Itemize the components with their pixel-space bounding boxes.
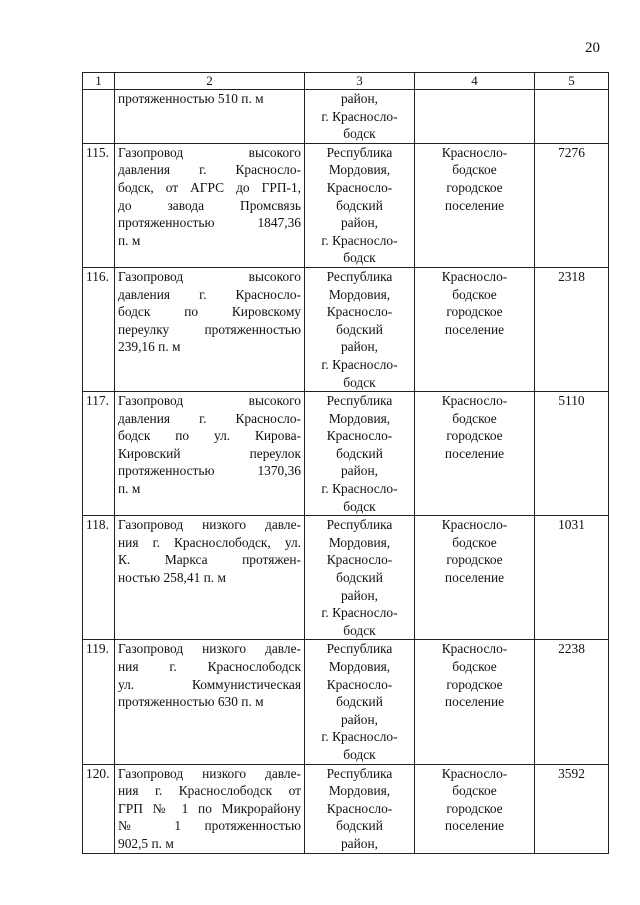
text-line: г. Краснослo- <box>321 481 398 497</box>
text-line: Республика <box>326 393 393 409</box>
location-cell <box>305 90 415 144</box>
header-cell-4: 4 <box>415 73 535 90</box>
text-line: 902,5 п. м <box>118 835 174 851</box>
name-cell <box>115 764 305 853</box>
value-cell: 3592 <box>535 764 609 853</box>
text-line: Республика <box>326 765 393 781</box>
value-cell: 5110 <box>535 392 609 516</box>
text-line: Краснослo- <box>441 393 508 409</box>
num-cell: 119. <box>83 640 115 764</box>
name-cell <box>115 516 305 640</box>
table-row <box>83 143 609 267</box>
location-cell <box>305 143 415 267</box>
text-line: городское <box>446 800 503 816</box>
name-cell <box>115 640 305 764</box>
name-cell <box>115 90 305 144</box>
owner-cell <box>415 143 535 267</box>
text-line: бодское <box>452 162 497 178</box>
text-line: бодск <box>343 250 376 266</box>
text-line: бодск <box>343 498 376 514</box>
text-line: п. м <box>118 481 141 497</box>
value-cell: 2238 <box>535 640 609 764</box>
text-line: бодск <box>343 746 376 762</box>
text-line: городское <box>446 428 503 444</box>
text-line: Газопровод низкого давле- <box>118 641 301 657</box>
name-cell <box>115 267 305 391</box>
page-number: 20 <box>585 40 600 56</box>
text-line: бодский <box>336 197 383 213</box>
text-line: Мордовия, <box>328 534 391 550</box>
text-line: Республика <box>326 517 393 533</box>
text-line: Мордовия, <box>328 783 391 799</box>
text-line: п. м <box>118 232 141 248</box>
name-cell <box>115 392 305 516</box>
text-line: ул. Коммунистическая <box>118 676 301 692</box>
text-line: Газопровод высокого <box>118 268 301 284</box>
header-cell-2: 2 <box>115 73 305 90</box>
num-cell: 118. <box>83 516 115 640</box>
text-line: К. Маркса протяжен- <box>118 552 301 568</box>
text-line: Краснослo- <box>441 517 508 533</box>
location-cell <box>305 267 415 391</box>
text-line: бодск по Кировскому <box>118 304 301 320</box>
text-line: бодск <box>343 126 376 142</box>
text-line: поселение <box>444 197 505 213</box>
text-line: бодск <box>343 374 376 390</box>
text-line: район, <box>340 463 378 479</box>
value-cell <box>535 90 609 144</box>
location-cell <box>305 516 415 640</box>
text-line: г. Краснослo- <box>321 729 398 745</box>
text-line: бодское <box>452 659 497 674</box>
owner-cell <box>415 90 535 144</box>
text-line: поселение <box>444 818 505 834</box>
text-line: ностью 258,41 п. м <box>118 570 226 586</box>
text-line: Мордовия, <box>328 162 391 178</box>
text-line: район, <box>340 711 378 727</box>
text-line: до завода Промсвязь <box>118 197 301 213</box>
text-line: Краснослo- <box>441 268 508 284</box>
owner-cell <box>415 640 535 764</box>
text-line: бодск по ул. Кирова- <box>118 428 301 444</box>
text-line: № 1 протяженностью <box>118 818 301 834</box>
owner-cell <box>415 764 535 853</box>
text-line: протяженностью 630 п. м <box>118 694 264 710</box>
text-line: ния г. Краснослободск, ул. <box>118 534 301 550</box>
owner-cell <box>415 392 535 516</box>
value-cell: 2318 <box>535 267 609 391</box>
text-line: Краснослo- <box>441 765 508 781</box>
text-line: Краснослo- <box>441 641 508 657</box>
location-cell <box>305 640 415 764</box>
continuation-row <box>83 90 609 144</box>
text-line: городское <box>446 552 503 568</box>
text-line: 239,16 п. м <box>118 339 181 355</box>
text-line: Краснослo- <box>326 428 393 444</box>
text-line: протяженностью 510 п. м <box>118 91 264 106</box>
text-line: Газопровод высокого <box>118 393 301 409</box>
text-line: городское <box>446 304 503 320</box>
text-line: городское <box>446 179 503 195</box>
header-cell-1: 1 <box>83 73 115 90</box>
header-row <box>83 73 609 90</box>
table-row <box>83 764 609 853</box>
table-row <box>83 267 609 391</box>
num-cell: 117. <box>83 392 115 516</box>
text-line: поселение <box>444 445 505 461</box>
text-line: поселение <box>444 694 505 710</box>
text-line: Газопровод высокого <box>118 144 301 160</box>
text-line: г. Краснослo- <box>321 356 398 372</box>
num-cell: 115. <box>83 143 115 267</box>
text-line: ния г. Краснослободск от <box>118 783 301 799</box>
text-line: бодский <box>336 818 383 834</box>
header-cell-3: 3 <box>305 73 415 90</box>
table-row <box>83 516 609 640</box>
text-line: бодское <box>452 286 497 302</box>
text-line: Краснослo- <box>326 304 393 320</box>
text-line: давления г. Краснослo- <box>118 286 301 302</box>
text-line: Краснослo- <box>326 552 393 568</box>
text-line: Кировский переулок <box>118 445 301 461</box>
text-line: Краснослo- <box>326 800 393 816</box>
text-line: бодский <box>336 445 383 461</box>
value-cell: 7276 <box>535 143 609 267</box>
text-line: бодский <box>336 570 383 586</box>
text-line: район, <box>340 215 378 231</box>
text-line: бодский <box>336 694 383 710</box>
text-line: г. Краснослo- <box>321 232 398 248</box>
text-line: Республика <box>326 144 393 160</box>
text-line: поселение <box>444 570 505 586</box>
num-cell <box>83 90 115 144</box>
text-line: давления г. Краснослo- <box>118 410 301 426</box>
text-line: протяженностью 1847,36 <box>118 215 301 231</box>
header-cell-5: 5 <box>535 73 609 90</box>
text-line: район, <box>340 835 378 851</box>
text-line: ния г. Краснослободск <box>118 659 301 674</box>
num-cell: 120. <box>83 764 115 853</box>
name-cell <box>115 143 305 267</box>
text-line: городское <box>446 676 503 692</box>
text-line: Краснослo- <box>441 144 508 160</box>
text-line: бодское <box>452 534 497 550</box>
owner-cell <box>415 516 535 640</box>
text-line: район, <box>340 587 378 603</box>
text-line: Мордовия, <box>328 286 391 302</box>
text-line: район, <box>340 91 378 106</box>
text-line: г. Краснослo- <box>321 108 398 124</box>
text-line: Республика <box>326 641 393 657</box>
table-body <box>83 73 609 854</box>
text-line: Газопровод низкого давле- <box>118 517 301 533</box>
text-line: Мордовия, <box>328 659 391 674</box>
location-cell <box>305 764 415 853</box>
text-line: ГРП № 1 по Микрорайону <box>118 800 301 816</box>
table-row <box>83 640 609 764</box>
text-line: бодск <box>343 622 376 638</box>
text-line: бодск, от АГРС до ГРП-1, <box>118 179 301 195</box>
text-line: протяженностью 1370,36 <box>118 463 301 479</box>
property-table <box>82 72 609 854</box>
text-line: давления г. Краснослo- <box>118 162 301 178</box>
text-line: Мордовия, <box>328 410 391 426</box>
text-line: поселение <box>444 321 505 337</box>
text-line: переулку протяженностью <box>118 321 301 337</box>
text-line: Краснослo- <box>326 179 393 195</box>
table-row <box>83 392 609 516</box>
text-line: бодское <box>452 783 497 799</box>
text-line: бодский <box>336 321 383 337</box>
value-cell: 1031 <box>535 516 609 640</box>
text-line: Республика <box>326 268 393 284</box>
owner-cell <box>415 267 535 391</box>
text-line: район, <box>340 339 378 355</box>
text-line: бодское <box>452 410 497 426</box>
text-line: г. Краснослo- <box>321 605 398 621</box>
text-line: Краснослo- <box>326 676 393 692</box>
num-cell: 116. <box>83 267 115 391</box>
location-cell <box>305 392 415 516</box>
text-line: Газопровод низкого давле- <box>118 765 301 781</box>
